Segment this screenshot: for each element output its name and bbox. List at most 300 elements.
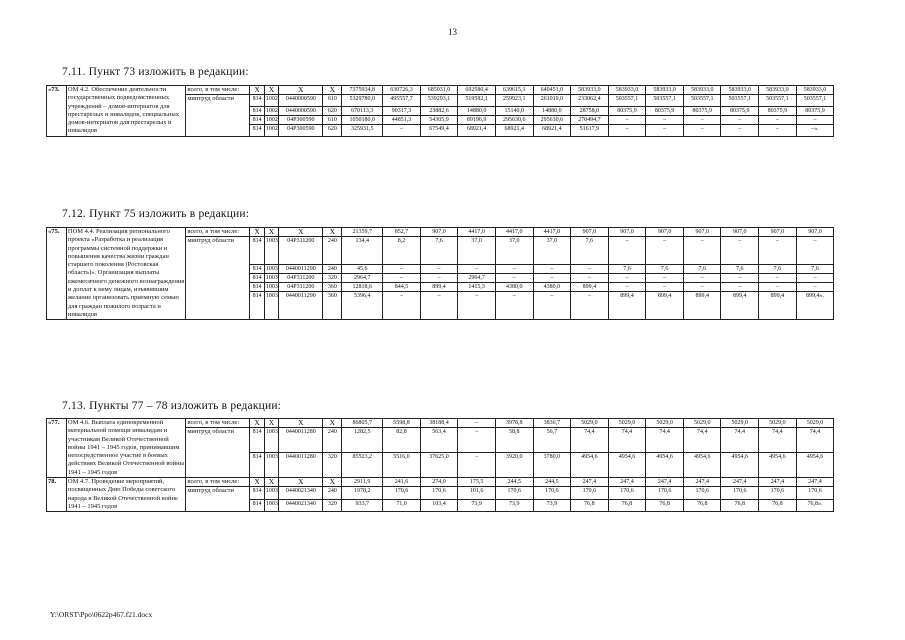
amount-cell: 1978,2 xyxy=(342,487,383,499)
amount-cell: 495557,7 xyxy=(383,95,421,107)
amount-cell: 170,6 xyxy=(383,487,421,499)
budget-code-cell: 1003 xyxy=(265,275,278,282)
budget-code-cell: X xyxy=(264,478,278,487)
amount-cell: 325931,5 xyxy=(342,125,383,137)
amount-cell: – xyxy=(646,116,684,125)
amount-cell: 3836,7 xyxy=(533,419,571,428)
amount-cell: 74,4 xyxy=(759,428,797,453)
amount-cell: – xyxy=(796,283,834,292)
amount-cell: 563,4 xyxy=(420,428,458,453)
budget-code-cell: 240 xyxy=(323,265,342,274)
amount-cell: 503557,1 xyxy=(608,95,646,107)
budget-code-cell: X xyxy=(323,419,342,428)
amount-cell: 170,6 xyxy=(533,487,571,499)
budget-code-cell: 0440021340 xyxy=(279,499,323,511)
amount-cell: 134,4 xyxy=(342,237,383,265)
file-path-footer: Y:\ORST\Ppo\0622p467.f21.docx xyxy=(50,610,153,619)
budget-code-cell: 1002 xyxy=(265,117,278,124)
budget-code-cell: 1003 xyxy=(264,453,278,478)
amount-cell: 899,4 xyxy=(646,292,684,320)
amount-cell: 852,7 xyxy=(383,228,421,237)
amount-cell: 12818,6 xyxy=(342,283,383,292)
amount-cell: 503557,1 xyxy=(759,95,797,107)
amount-cell: 76,8 xyxy=(571,499,609,511)
amount-cell: 899,4 xyxy=(420,283,458,292)
amount-cell: 82,8 xyxy=(383,428,421,453)
amount-cell: – xyxy=(721,283,759,292)
amount-cell: 170,6 xyxy=(646,487,684,499)
amount-cell: 74,4 xyxy=(608,428,646,453)
amount-cell: 4417,0 xyxy=(495,228,533,237)
amount-cell: 74,4 xyxy=(683,428,721,453)
budget-code-cell: 814 xyxy=(250,274,264,283)
budget-code-cell: 610 xyxy=(323,116,342,125)
table-row xyxy=(47,419,872,428)
budget-code-cell: 240 xyxy=(323,428,342,453)
source-ministry-label: минтруд области xyxy=(186,487,250,512)
amount-cell: 247,4 xyxy=(683,478,721,487)
amount-cell: 8,2 xyxy=(383,237,421,265)
budget-code-cell: 1002 xyxy=(264,125,278,137)
budget-code-cell: 814 xyxy=(250,116,264,125)
budget-code-cell: 1003 xyxy=(264,237,278,265)
amount-cell: 4954,6 xyxy=(646,453,684,478)
budget-code-cell: 04Р300590 xyxy=(279,125,323,137)
amount-cell: 244,5 xyxy=(533,478,571,487)
budget-code-cell: 320 xyxy=(323,274,342,283)
amount-cell: 5029,0 xyxy=(646,419,684,428)
amount-cell: – xyxy=(721,274,759,283)
amount-cell: – xyxy=(721,116,759,125)
row-number: «73. xyxy=(47,86,67,137)
amount-cell: 519582,1 xyxy=(458,95,496,107)
amount-cell: 933,7 xyxy=(342,499,383,511)
budget-code-cell: 610 xyxy=(323,95,342,107)
heading-7-13: 7.13. Пункты 77 – 78 изложить в редакции: xyxy=(62,400,282,412)
table-row xyxy=(47,228,872,237)
amount-cell: – xyxy=(571,265,609,274)
amount-cell: – xyxy=(383,292,421,320)
amount-cell: 86805,7 xyxy=(342,419,383,428)
amount-cell: 175,5 xyxy=(458,478,496,487)
amount-cell: 170,6 xyxy=(683,487,721,499)
amount-cell: – xyxy=(796,237,834,265)
amount-cell: – xyxy=(759,116,797,125)
amount-cell: 90317,3 xyxy=(383,107,421,116)
amount-cell: 670113,3 xyxy=(342,107,383,116)
amount-cell: – xyxy=(420,265,458,274)
amount-cell: 4417,0 xyxy=(458,228,496,237)
amount-cell: 247,4 xyxy=(796,478,834,487)
amount-cell: 4954,6 xyxy=(759,453,797,478)
amount-cell: 58,8 xyxy=(495,428,533,453)
amount-cell: 4380,0 xyxy=(533,283,571,292)
amount-cell: 71,0 xyxy=(383,499,421,511)
amount-cell: 80375,9 xyxy=(646,107,684,116)
amount-cell: 899,4». xyxy=(796,292,834,320)
amount-cell: 3978,8 xyxy=(495,419,533,428)
amount-cell: 21359,7 xyxy=(342,228,383,237)
amount-cell: 274,0 xyxy=(420,478,458,487)
amount-cell: – xyxy=(646,274,684,283)
measure-name: ПОМ 4.4. Реализация регионального проекта «Разработка и реализация программы системной поддержки и повышения качества жизни граждан старшего поколения (Ростовская область)». Организация выплаты ежемесячного денежного вознаграждения и доплат к нему лицам, изъявившим желание организовать приемную семью для граждан пожилого возраста и инвалидов xyxy=(67,228,185,318)
heading-7-11: 7.11. Пункт 73 изложить в редакции: xyxy=(62,66,249,78)
amount-cell: 247,4 xyxy=(608,478,646,487)
budget-code-cell: X xyxy=(250,419,264,428)
amount-cell: 80375,9 xyxy=(683,107,721,116)
budget-code-cell: X xyxy=(279,86,323,95)
amount-cell: 37,0 xyxy=(458,237,496,265)
amount-cell: 5029,0 xyxy=(571,419,609,428)
amount-cell: 68921,4 xyxy=(495,125,533,137)
budget-code-cell: 814 xyxy=(250,283,264,292)
budget-code-cell: 04Р311200 xyxy=(279,237,323,265)
amount-cell: 503557,1 xyxy=(646,95,684,107)
amount-cell: 1282,5 xyxy=(342,428,383,453)
budget-code-cell: 620 xyxy=(323,125,342,137)
amount-cell: 76,8 xyxy=(683,499,721,511)
budget-code-cell: 1003 xyxy=(264,292,278,320)
amount-cell: 4954,6 xyxy=(683,453,721,478)
amount-cell: 73,9 xyxy=(533,499,571,511)
source-all-label: всего, в том числе: xyxy=(186,478,250,487)
amount-cell: 7,6 xyxy=(646,265,684,274)
measure-name: ОМ 4.6. Выплата единовременной материальной помощи инвалидам и участникам Великой Отечественной войны 1941 – 1945 годов, принимавшим непосредственное участие в боевых действиях Великой Отечественной войны 1941 – 1945 годов xyxy=(67,419,184,476)
amount-cell: – xyxy=(533,265,571,274)
budget-code-cell: X xyxy=(279,419,323,428)
amount-cell: 68921,4 xyxy=(458,125,496,137)
amount-cell: 7,6 xyxy=(759,265,797,274)
amount-cell: 74,4 xyxy=(796,428,834,453)
amount-cell: 170,6 xyxy=(796,487,834,499)
budget-code-cell: 1003 xyxy=(264,499,278,511)
amount-cell: – xyxy=(495,292,533,320)
amount-cell: 80375,9 xyxy=(796,107,834,116)
amount-cell: 233062,4 xyxy=(571,95,609,107)
budget-code-cell: 814 xyxy=(250,125,264,137)
amount-cell: 4954,6 xyxy=(608,453,646,478)
amount-cell: – xyxy=(796,116,834,125)
amount-cell: 76,8 xyxy=(646,499,684,511)
amount-cell: – xyxy=(383,125,421,137)
budget-code-cell: 320 xyxy=(323,499,342,511)
amount-cell: 899,4 xyxy=(683,292,721,320)
amount-cell: 907,0 xyxy=(683,228,721,237)
amount-cell: 247,4 xyxy=(646,478,684,487)
amount-cell: 247,4 xyxy=(571,478,609,487)
amount-cell: 89196,9 xyxy=(458,116,496,125)
amount-cell: – xyxy=(759,274,797,283)
amount-cell: –». xyxy=(796,125,834,137)
row-number: «75. xyxy=(47,228,67,320)
budget-code-cell: 620 xyxy=(323,107,342,116)
amount-cell: 76,8 xyxy=(759,499,797,511)
amount-cell: – xyxy=(533,274,571,283)
amount-cell: 85523,2 xyxy=(342,453,383,478)
table-item-73 xyxy=(46,85,872,137)
source-all-label: всего, в том числе: xyxy=(186,419,250,428)
amount-cell: 23882,6 xyxy=(420,107,458,116)
amount-cell: 247,4 xyxy=(759,478,797,487)
amount-cell: 907,0 xyxy=(608,228,646,237)
amount-cell: 170,6 xyxy=(495,487,533,499)
amount-cell: 4954,6 xyxy=(796,453,834,478)
amount-cell: 170,6 xyxy=(759,487,797,499)
budget-code-cell: 814 xyxy=(250,453,264,478)
budget-code-cell: 814 xyxy=(250,428,264,453)
budget-code-cell: 0440000590 xyxy=(279,107,323,116)
amount-cell: 56,7 xyxy=(533,428,571,453)
amount-cell: – xyxy=(495,274,533,283)
amount-cell: 907,0 xyxy=(796,228,834,237)
amount-cell: – xyxy=(796,274,834,283)
amount-cell: 73,9 xyxy=(458,499,496,511)
amount-cell: 54305,9 xyxy=(420,116,458,125)
amount-cell: 7,6 xyxy=(721,265,759,274)
source-ministry-label: минтруд области xyxy=(186,95,250,136)
amount-cell: 15140,0 xyxy=(495,107,533,116)
budget-code-cell: X xyxy=(323,478,342,487)
amount-cell: – xyxy=(683,116,721,125)
budget-code-cell: 240 xyxy=(323,487,342,499)
amount-cell: 583933,0 xyxy=(646,86,684,95)
amount-cell: 7,6 xyxy=(571,237,609,265)
source-ministry-label: минтруд области xyxy=(186,428,250,478)
amount-cell: – xyxy=(383,274,421,283)
amount-cell: 76,8 xyxy=(721,499,759,511)
amount-cell: – xyxy=(533,292,571,320)
amount-cell: 44851,3 xyxy=(383,116,421,125)
budget-code-cell: X xyxy=(323,86,342,95)
amount-cell: 270494,7 xyxy=(571,116,609,125)
budget-code-cell: 814 xyxy=(250,499,264,511)
budget-code-cell: 0440011280 xyxy=(279,428,323,453)
budget-code-cell: X xyxy=(279,228,323,237)
budget-code-cell: X xyxy=(279,478,323,487)
budget-code-cell: 0440021340 xyxy=(279,487,323,499)
amount-cell: – xyxy=(721,125,759,137)
row-number: 78. xyxy=(47,478,67,512)
amount-cell: 899,4 xyxy=(721,292,759,320)
amount-cell: 170,6 xyxy=(420,487,458,499)
budget-code-cell: 814 xyxy=(250,95,264,107)
amount-cell: 74,4 xyxy=(571,428,609,453)
amount-cell: 76,8». xyxy=(796,499,834,511)
budget-code-cell: X xyxy=(250,478,264,487)
budget-code-cell: X xyxy=(264,228,278,237)
amount-cell: – xyxy=(458,265,496,274)
amount-cell: 67549,4 xyxy=(420,125,458,137)
amount-cell: 692580,4 xyxy=(458,86,496,95)
amount-cell: 103,4 xyxy=(420,499,458,511)
amount-cell: 7,6 xyxy=(796,265,834,274)
amount-cell: – xyxy=(759,237,797,265)
amount-cell: 74,4 xyxy=(646,428,684,453)
amount-cell: 899,4 xyxy=(608,292,646,320)
amount-cell: 5029,0 xyxy=(796,419,834,428)
amount-cell: 899,4 xyxy=(759,292,797,320)
budget-code-cell: 814 xyxy=(250,265,264,274)
budget-code-cell: 240 xyxy=(323,237,342,265)
amount-cell: 583933,0 xyxy=(608,86,646,95)
budget-code-cell: 1003 xyxy=(264,428,278,453)
amount-cell: – xyxy=(683,125,721,137)
amount-cell: 38188,4 xyxy=(420,419,458,428)
amount-cell: 1415,3 xyxy=(458,283,496,292)
amount-cell: 5329780,0 xyxy=(342,95,383,107)
heading-7-12: 7.12. Пункт 75 изложить в редакции: xyxy=(62,208,250,220)
amount-cell: 51617,9 xyxy=(571,125,609,137)
budget-code-cell: 814 xyxy=(250,237,264,265)
budget-code-cell: 814 xyxy=(250,107,264,116)
amount-cell: 5598,8 xyxy=(383,419,421,428)
amount-cell: 539293,1 xyxy=(420,95,458,107)
amount-cell: 5396,4 xyxy=(342,292,383,320)
amount-cell: 3780,0 xyxy=(533,453,571,478)
measure-name: ОМ 4.2. Обеспечение деятельности государственных подведомственных учреждений – домов-интернатов для престарелых и инвалидов, специальных домов-интернатов для престарелых и инвалидов xyxy=(66,86,185,137)
amount-cell: 5029,0 xyxy=(759,419,797,428)
amount-cell: 7,6 xyxy=(420,237,458,265)
amount-cell: – xyxy=(420,274,458,283)
amount-cell: – xyxy=(495,265,533,274)
budget-code-cell: X xyxy=(264,419,278,428)
amount-cell: – xyxy=(646,283,684,292)
amount-cell: 37,0 xyxy=(533,237,571,265)
budget-code-cell: 0440011290 xyxy=(279,265,323,274)
amount-cell: 630726,3 xyxy=(383,86,421,95)
budget-code-cell: 1003 xyxy=(265,266,278,273)
amount-cell: 639615,1 xyxy=(495,86,533,95)
amount-cell: 844,5 xyxy=(383,283,421,292)
budget-code-cell: 0440011280 xyxy=(279,453,323,478)
budget-code-cell: 1002 xyxy=(265,108,278,115)
amount-cell: 73,9 xyxy=(495,499,533,511)
amount-cell: 907,0 xyxy=(759,228,797,237)
amount-cell: 907,0 xyxy=(420,228,458,237)
amount-cell: 1050180,0 xyxy=(342,116,383,125)
amount-cell: – xyxy=(458,419,496,428)
amount-cell: 583933,0 xyxy=(759,86,797,95)
budget-code-cell: 360 xyxy=(323,283,342,292)
amount-cell: – xyxy=(458,453,496,478)
budget-code-cell: 04Р311200 xyxy=(279,274,323,283)
budget-code-cell: 814 xyxy=(250,487,264,499)
amount-cell: – xyxy=(608,274,646,283)
amount-cell: – xyxy=(646,237,684,265)
amount-cell: – xyxy=(608,116,646,125)
budget-code-cell: 0440011290 xyxy=(279,292,323,320)
amount-cell: 170,6 xyxy=(571,487,609,499)
amount-cell: 241,6 xyxy=(383,478,421,487)
amount-cell: – xyxy=(608,283,646,292)
amount-cell: 170,6 xyxy=(721,487,759,499)
table-item-75 xyxy=(46,227,872,320)
amount-cell: 907,0 xyxy=(571,228,609,237)
amount-cell: – xyxy=(458,428,496,453)
budget-code-cell: X xyxy=(264,86,278,95)
amount-cell: 5029,0 xyxy=(683,419,721,428)
amount-cell: 7,6 xyxy=(683,265,721,274)
budget-code-cell: 04Р311200 xyxy=(279,283,323,292)
table-items-77-78 xyxy=(46,418,872,512)
amount-cell: – xyxy=(759,283,797,292)
amount-cell: 259923,1 xyxy=(495,95,533,107)
source-all-label: всего, в том числе: xyxy=(186,228,250,237)
amount-cell: 640451,0 xyxy=(533,86,571,95)
amount-cell: 37625,0 xyxy=(420,453,458,478)
amount-cell: – xyxy=(759,125,797,137)
row-number: «77. xyxy=(47,419,67,478)
amount-cell: 583933,0 xyxy=(683,86,721,95)
amount-cell: 2964,7 xyxy=(458,274,496,283)
amount-cell: 14880,0 xyxy=(533,107,571,116)
amount-cell: – xyxy=(608,237,646,265)
amount-cell: 907,0 xyxy=(721,228,759,237)
budget-code-cell: X xyxy=(250,86,264,95)
budget-code-cell: 360 xyxy=(323,292,342,320)
budget-code-cell: 1003 xyxy=(264,487,278,499)
budget-code-cell: X xyxy=(250,228,264,237)
amount-cell: 7375934,8 xyxy=(342,86,383,95)
amount-cell: 583933,0 xyxy=(721,86,759,95)
amount-cell: – xyxy=(571,292,609,320)
amount-cell: 14880,0 xyxy=(458,107,496,116)
amount-cell: – xyxy=(646,125,684,137)
amount-cell: 4954,6 xyxy=(571,453,609,478)
amount-cell: – xyxy=(458,292,496,320)
budget-code-cell: 04Р300590 xyxy=(279,116,323,125)
amount-cell: – xyxy=(683,237,721,265)
amount-cell: 295630,6 xyxy=(495,116,533,125)
amount-cell: 5516,0 xyxy=(383,453,421,478)
amount-cell: 28758,0 xyxy=(571,107,609,116)
amount-cell: 247,4 xyxy=(721,478,759,487)
amount-cell: 899,4 xyxy=(571,283,609,292)
amount-cell: 4954,6 xyxy=(721,453,759,478)
amount-cell: 80375,9 xyxy=(759,107,797,116)
amount-cell: 244,5 xyxy=(495,478,533,487)
amount-cell: 5029,0 xyxy=(721,419,759,428)
amount-cell: 4417,0 xyxy=(533,228,571,237)
budget-code-cell: X xyxy=(323,228,342,237)
amount-cell: 2911,9 xyxy=(342,478,383,487)
amount-cell: 2964,7 xyxy=(342,274,383,283)
amount-cell: 74,4 xyxy=(721,428,759,453)
amount-cell: 261019,0 xyxy=(533,95,571,107)
source-ministry-label: минтруд области xyxy=(186,237,250,320)
amount-cell: 583933,0 xyxy=(571,86,609,95)
budget-code-cell: 1003 xyxy=(265,284,278,291)
budget-code-cell: 0440000590 xyxy=(279,95,323,107)
amount-cell: – xyxy=(608,125,646,137)
budget-code-cell: 320 xyxy=(323,453,342,478)
budget-code-cell: 814 xyxy=(250,292,264,320)
amount-cell: 907,0 xyxy=(646,228,684,237)
amount-cell: 37,0 xyxy=(495,237,533,265)
amount-cell: 76,8 xyxy=(608,499,646,511)
amount-cell: 685031,0 xyxy=(420,86,458,95)
amount-cell: – xyxy=(571,274,609,283)
amount-cell: 503557,1 xyxy=(683,95,721,107)
amount-cell: 45,6 xyxy=(342,265,383,274)
amount-cell: 80375,9 xyxy=(721,107,759,116)
amount-cell: 68921,4 xyxy=(533,125,571,137)
amount-cell: – xyxy=(420,292,458,320)
amount-cell: – xyxy=(683,283,721,292)
amount-cell: 583933,0 xyxy=(796,86,834,95)
amount-cell: 503557,1 xyxy=(721,95,759,107)
amount-cell: 101,6 xyxy=(458,487,496,499)
